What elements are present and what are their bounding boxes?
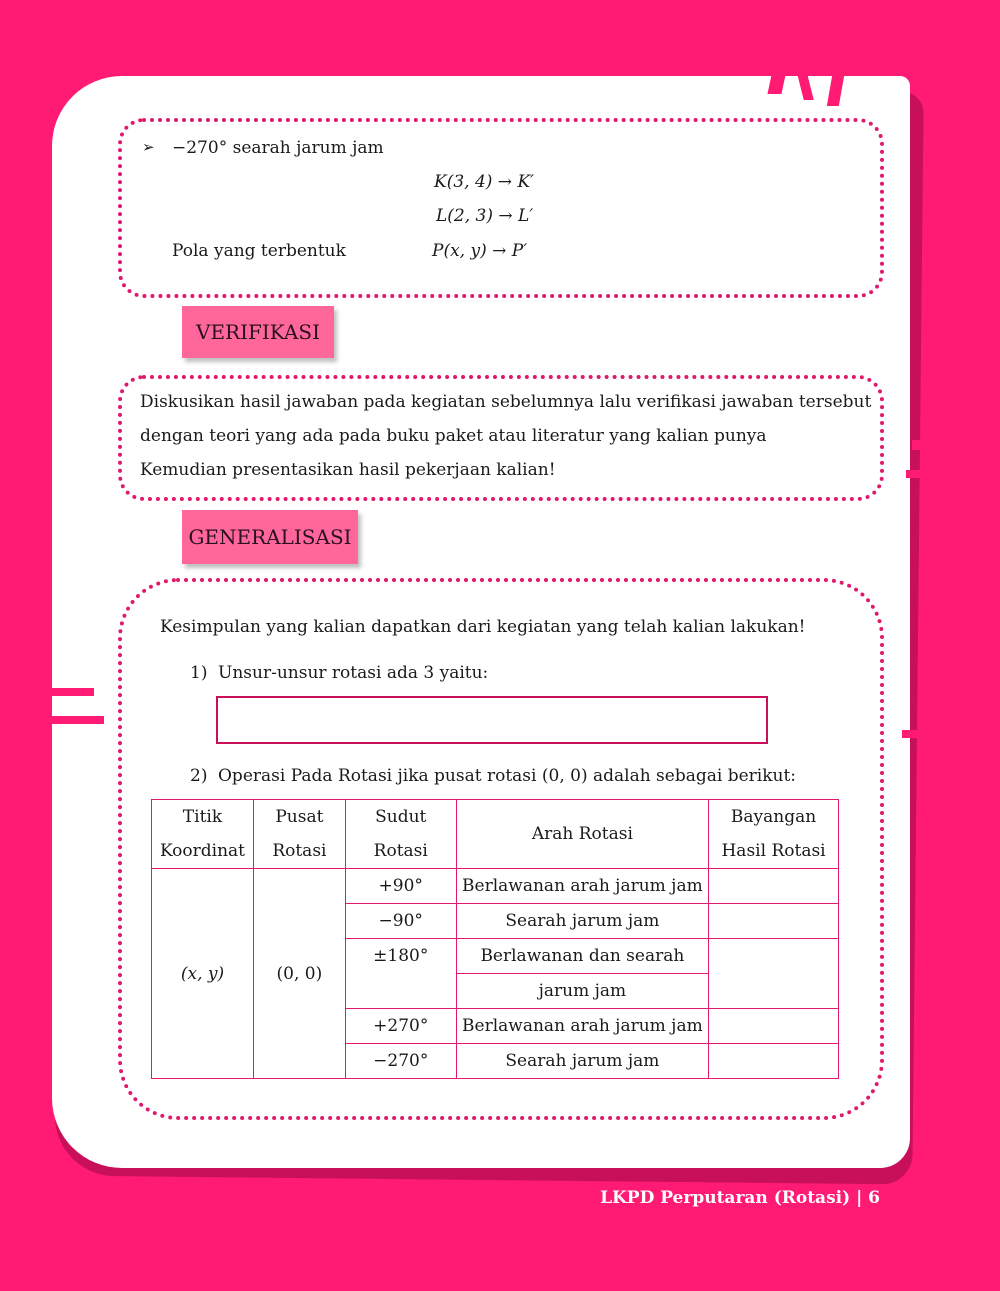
verifikasi-line-1: Diskusikan hasil jawaban pada kegiatan sebelumnya lalu verifikasi jawaban tersebut: [140, 392, 872, 412]
direction-cell: Berlawanan arah jarum jam: [456, 869, 708, 904]
angle-cell: +270°: [345, 1009, 456, 1044]
header-sudut-rotasi: Sudut Rotasi: [345, 800, 456, 869]
rotation-table: [151, 799, 839, 1079]
header-titik-koordinat: Titik Koordinat: [152, 800, 254, 869]
item-1-text: Unsur-unsur rotasi ada 3 yaitu:: [218, 663, 489, 683]
mapping-k: K(3, 4) → K′: [434, 172, 535, 192]
center-cell: (0, 0): [253, 869, 345, 1079]
direction-cell: Searah jarum jam: [456, 904, 708, 939]
verifikasi-line-3: Kemudian presentasikan hasil pekerjaan kalian!: [140, 460, 556, 480]
torn-edge-notch: [912, 440, 942, 450]
torn-edge-notch: [902, 730, 942, 738]
rotation-heading: −270° searah jarum jam: [172, 138, 384, 158]
header-pusat-rotasi: Pusat Rotasi: [253, 800, 345, 869]
mapping-l: L(2, 3) → L′: [436, 206, 534, 226]
bullet-arrow-icon: ➢: [142, 138, 155, 156]
direction-cell: Berlawanan dan searah: [456, 939, 708, 974]
generalisasi-intro: Kesimpulan yang kalian dapatkan dari kegiatan yang telah kalian lakukan!: [160, 617, 806, 637]
angle-cell: ±180°: [345, 939, 456, 1009]
page-footer: LKPD Perputaran (Rotasi) | 6: [600, 1188, 880, 1208]
torn-edge-notch: [906, 470, 946, 478]
table-row: [152, 869, 839, 904]
result-cell[interactable]: [709, 1044, 839, 1079]
angle-cell: +90°: [345, 869, 456, 904]
direction-cell: Searah jarum jam: [456, 1044, 708, 1079]
header-arah-rotasi: Arah Rotasi: [456, 800, 708, 869]
result-cell[interactable]: [709, 869, 839, 904]
direction-cell: Berlawanan arah jarum jam: [456, 1009, 708, 1044]
result-cell[interactable]: [709, 904, 839, 939]
result-cell[interactable]: [709, 1009, 839, 1044]
verifikasi-tag: VERIFIKASI: [182, 306, 334, 358]
item-2-text: Operasi Pada Rotasi jika pusat rotasi (0, 0) adalah sebagai berikut:: [218, 766, 797, 786]
rotation-elements-answer-box[interactable]: [216, 696, 768, 744]
pattern-formula: P(x, y) → P′: [432, 241, 528, 261]
angle-cell: −90°: [345, 904, 456, 939]
result-cell[interactable]: [709, 939, 839, 1009]
item-2-number: 2): [190, 766, 208, 786]
direction-cell-cont: jarum jam: [456, 974, 708, 1009]
pattern-label: Pola yang terbentuk: [172, 241, 346, 261]
item-1-number: 1): [190, 663, 208, 683]
point-cell: (x, y): [152, 869, 254, 1079]
generalisasi-tag: GENERALISASI: [182, 510, 358, 564]
angle-cell: −270°: [345, 1044, 456, 1079]
verifikasi-line-2: dengan teori yang ada pada buku paket atau literatur yang kalian punya: [140, 426, 767, 446]
table-header-row: [152, 800, 839, 869]
torn-edge-notch: [48, 688, 94, 696]
header-bayangan: Bayangan Hasil Rotasi: [709, 800, 839, 869]
torn-edge-notch: [48, 716, 104, 724]
